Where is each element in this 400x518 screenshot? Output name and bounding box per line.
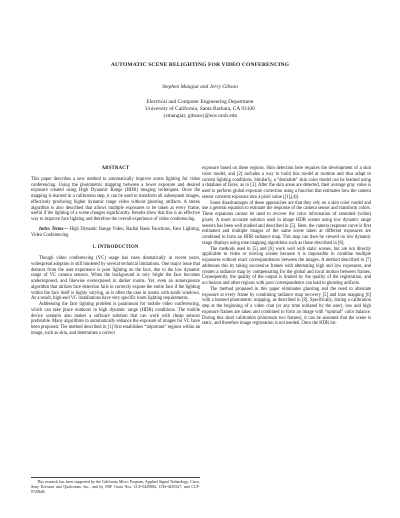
paper-authors: Stephen Mangiat and Jerry Gibson	[162, 84, 238, 90]
abstract-heading: ABSTRACT	[101, 166, 130, 171]
index-terms-text: High Dynamic Range Video, Radial Basis Functions, Face Lighting, Video Conferencing	[31, 226, 200, 238]
right-paragraph-1: exposure based on these regions. Skin detection here requires the development of a skin color model, and [2] includes a way to build this model at runtime and thus adapt to current lighting conditions. Similarly, a “desirable” skin color model can be learned using a database of faces, as in [3]. After the skin areas are detected, their average gray value is used to perform global exposure correction using a function that estimates how the camera sensor converts exposure into a pixel value ([1],[4]).	[202, 166, 371, 200]
affiliation-univ: University of California, Santa Barbara, CA 93106	[145, 106, 255, 112]
left-column	[31, 166, 200, 337]
right-paragraph-3: The methods used in [5] and [6] work well with static scenes, but are not directly applicable to video or moving scenes because it is impossible to combine multiple exposures without exact correspondences between the images. A method described in [7] addresses this by taking successive frames with alternating high and low exposures, and creates a radiance map by compensating for the global and local motion between frames. Consequently, the quality of the output is limited by the quality of the registration, and occlusions and other regions with poor correspondence can lead to ghosting artifacts.	[202, 246, 371, 286]
abstract-text: This paper describes a new method to automatically improve scene lighting for video conferencing. Using the photometric mapping between a lower exposure and desired exposure created using High Dynamic Range (HDR) imaging techniques. Once the mapping is learned in a calibration step, it can be used to transform all subsequent images, effectively producing higher dynamic range video without ghosting artifacts. A stereo algorithm is also described that allows multiple exposures to be taken at every frame, useful if the lighting of a scene changes significantly. Results show that this is an effective way to improve face lighting and therefore the overall experience of video conferencing.	[31, 176, 200, 222]
footnote-text: This research has been supported by the California Micro Program, Applied Signal Technology, Cisco, Sony Ericsson and Qualcomm, Inc., and by NSF Grant Nos. CCF-0429884, CNS-0435527, and CCF-0728646.	[31, 480, 200, 494]
affiliation-dept: Electrical and Computer Engineering Department	[146, 99, 254, 105]
index-terms	[31, 227, 200, 239]
right-paragraph-2: Some disadvantages of these approaches are that they rely on a skin color model and use a general equation to estimate the response of the camera sensor and transform colors. These equations cannot be used to recover the color information of saturated (white) pixels. A more accurate solution used in image HDR scenes using low dynamic range sensors has been well studied and described in [5]. Here, the camera response curve is first estimated and multiple images of the same scene taken at different exposures are combined to form an HDR radiance map. This map can then be viewed on low dynamic range displays using tone mapping algorithms such as those described in [6].	[202, 200, 371, 246]
intro-paragraph-2: Addressing the face lighting problem is paramount for mobile video conferencing, which can take place outdoors in high dynamic range (HDR) conditions. The mobile device scenario also makes a software solution that can work with cheap sensors preferable. Many algorithms to automatically enhance the exposure of images for VC have been proposed. The method described in [1] first establishes “important” regions within an image, such as skin, and determines a correct	[31, 302, 200, 336]
affiliation-email: {smangiat, gibson}@ece.ucsb.edu	[162, 113, 238, 119]
intro-paragraph-1: Though video conferencing (VC) usage has risen dramatically in recent years, widespread adoption is still hindered by several technical limitations. One major issue that detracts from the user experience is poor lighting on the face, due to the low dynamic range of VC camera sensors. When the background is very bright the face becomes underexposed, and likewise overexposed in darker rooms. Yet, even an autoexposure algorithm that utilizes face detection fails to correctly expose the entire face if the lighting within the face itself is highly varying, as is often the case in rooms with sunlit windows. As a result, high-end VC installations have very specific room lighting requirements.	[31, 256, 200, 302]
affiliation-block	[0, 99, 400, 120]
intro-heading: 1. INTRODUCTION	[92, 245, 139, 251]
right-column	[202, 166, 371, 327]
right-paragraph-4: The method proposed in this paper eliminates ghosting and the need to alternate exposure at every frame by combining radiance map recovery [5] and tone mapping [6] with a learned photometric mapping, as described in [8]. Specifically, during a calibration step at the beginning of a video chat (or any time initiated by the user), low and high exposure frames are taken and combined to form an image with “optimal” color balance. During this short calibration (minimum two frames), it can be assumed that the scene is static, and therefore image registration is not needed. Once the HDR im-	[202, 286, 371, 327]
funding-footnote	[31, 477, 200, 494]
index-terms-label: Index Terms—	[39, 226, 68, 232]
paper-title: AUTOMATIC SCENE RELIGHTING FOR VIDEO CONFERENCING	[110, 62, 290, 68]
